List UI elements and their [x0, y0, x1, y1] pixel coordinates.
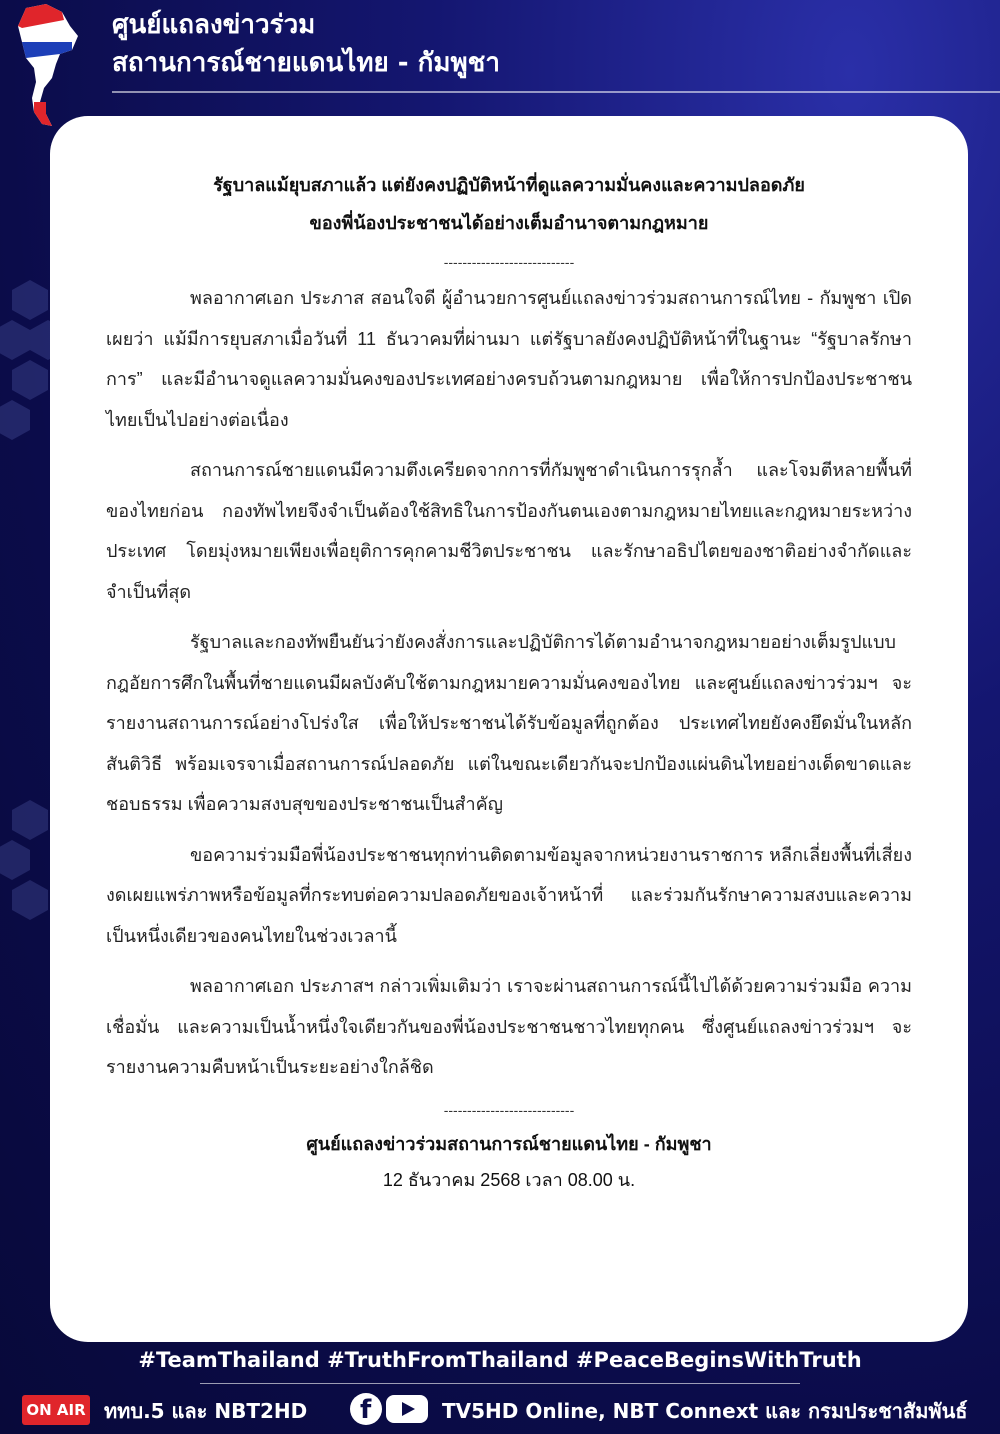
on-air-badge: ON AIR — [22, 1395, 90, 1425]
paragraph-text: รัฐบาลและกองทัพยืนยันว่ายังคงสั่งการและปฏิบัติการได้ตามอำนาจกฎหมายอย่างเต็มรูปแบบ กฎอัยการศึกในพื้นที่ชายแดนมีผลบังคับใช้ตามกฎหมายความมั่นคงของไทย และศูนย์แถลงข่าวร่วมฯ จะรายงานสถานการณ์อย่างโปร่งใส เพื่อให้ประชาชนได้รับข้อมูลที่ถูกต้อง ประเทศไทยยังคงยึดมั่นในหลักสันติวิธี พร้อมเจรจาเมื่อสถานการณ์ปลอดภัย แต่ในขณะเดียวกันจะปกป้องแผ่นดินไทยอย่างเด็ดขาดและชอบธรรม เพื่อความสงบสุขของประชาชนเป็นสำคัญ — [106, 632, 912, 814]
paragraph-text: สถานการณ์ชายแดนมีความตึงเครียดจากการที่กัมพูชาดำเนินการรุกล้ำ และโจมตีหลายพื้นที่ของไทยก่อน กองทัพไทยจึงจำเป็นต้องใช้สิทธิในการป้องกันตนเองตามกฎหมายไทยและกฎหมายระหว่างประเทศ โดยมุ่งหมายเพียงเพื่อยุติการคุกคามชีวิตประชาชน และรักษาอธิปไตยของชาติอย่างจำกัดและจำเป็นที่สุด — [106, 460, 912, 602]
footer-divider — [200, 1383, 800, 1384]
youtube-icon[interactable] — [386, 1395, 428, 1423]
hashtags: #TeamThailand #TruthFromThailand #PeaceBeginsWithTruth — [138, 1348, 862, 1372]
paragraph-text: ขอความร่วมมือพี่น้องประชาชนทุกท่านติดตามข้อมูลจากหน่วยงานราชการ หลีกเลี่ยงพื้นที่เสี่ยง งดเผยแพร่ภาพหรือข้อมูลที่กระทบต่อความปลอดภัยของเจ้าหน้าที่ และร่วมกันรักษาความสงบและความเป็นหนึ่งเดียวของคนไทยในช่วงเวลานี้ — [106, 844, 912, 946]
platforms-label: TV5HD Online, NBT Connext และ กรมประชาสัมพันธ์ — [442, 1399, 968, 1423]
footer — [0, 1390, 1000, 1430]
paragraph-3 — [106, 622, 912, 825]
paragraph-text: พลอากาศเอก ประภาสฯ กล่าวเพิ่มเติมว่า เราจะผ่านสถานการณ์นี้ไปได้ด้วยความร่วมมือ ความเชื่อมั่น และความเป็นน้ำหนึ่งใจเดียวกันของพี่น้องประชาชนชาวไทยทุกคน ซึ่งศูนย์แถลงข่าวร่วมฯ จะรายงานความคืบหน้าเป็นระยะอย่างใกล้ชิด — [106, 976, 912, 1077]
header-divider — [112, 91, 1000, 93]
document-body — [106, 166, 912, 1198]
paragraph-4 — [106, 835, 912, 957]
paragraph-1 — [106, 278, 912, 440]
page-title — [112, 6, 500, 82]
paragraph-2 — [106, 450, 912, 612]
release-date: 12 ธันวาคม 2568 เวลา 08.00 น. — [382, 1169, 636, 1190]
paragraph-5 — [106, 966, 912, 1088]
document-card — [50, 116, 968, 1342]
thailand-map-icon — [12, 2, 88, 128]
document-title-line2: ของพี่น้องประชาชนได้อย่างเต็มอำนาจตามกฎหมาย — [309, 213, 709, 233]
divider-bottom: ---------------------------- — [443, 1101, 575, 1118]
document-title — [106, 166, 912, 242]
facebook-icon[interactable]: f — [350, 1393, 382, 1425]
document-title-line1: รัฐบาลแม้ยุบสภาแล้ว แต่ยังคงปฏิบัติหน้าที่ดูแลความมั่นคงและความปลอดภัย — [213, 175, 805, 195]
page-title-line2: สถานการณ์ชายแดนไทย - กัมพูชา — [112, 48, 500, 78]
signature: ศูนย์แถลงข่าวร่วมสถานการณ์ชายแดนไทย - กัมพูชา — [306, 1133, 712, 1154]
paragraph-text: พลอากาศเอก ประภาส สอนใจดี ผู้อำนวยการศูนย์แถลงข่าวร่วมสถานการณ์ไทย - กัมพูชา เปิดเผยว่า แม้มีการยุบสภาเมื่อวันที่ 11 ธันวาคมที่ผ่านมา แต่รัฐบาลยังคงปฏิบัติหน้าที่ในฐานะ “รัฐบาลรักษาการ” และมีอำนาจดูแลความมั่นคงของประเทศอย่างครบถ้วนตามกฎหมาย เพื่อให้การปกป้องประชาชนไทยเป็นไปอย่างต่อเนื่อง — [106, 288, 912, 430]
header — [0, 0, 1000, 112]
page-title-line1: ศูนย์แถลงข่าวร่วม — [112, 10, 316, 40]
divider-top: ---------------------------- — [443, 254, 575, 270]
channel-label: ททบ.5 และ NBT2HD — [104, 1399, 308, 1423]
